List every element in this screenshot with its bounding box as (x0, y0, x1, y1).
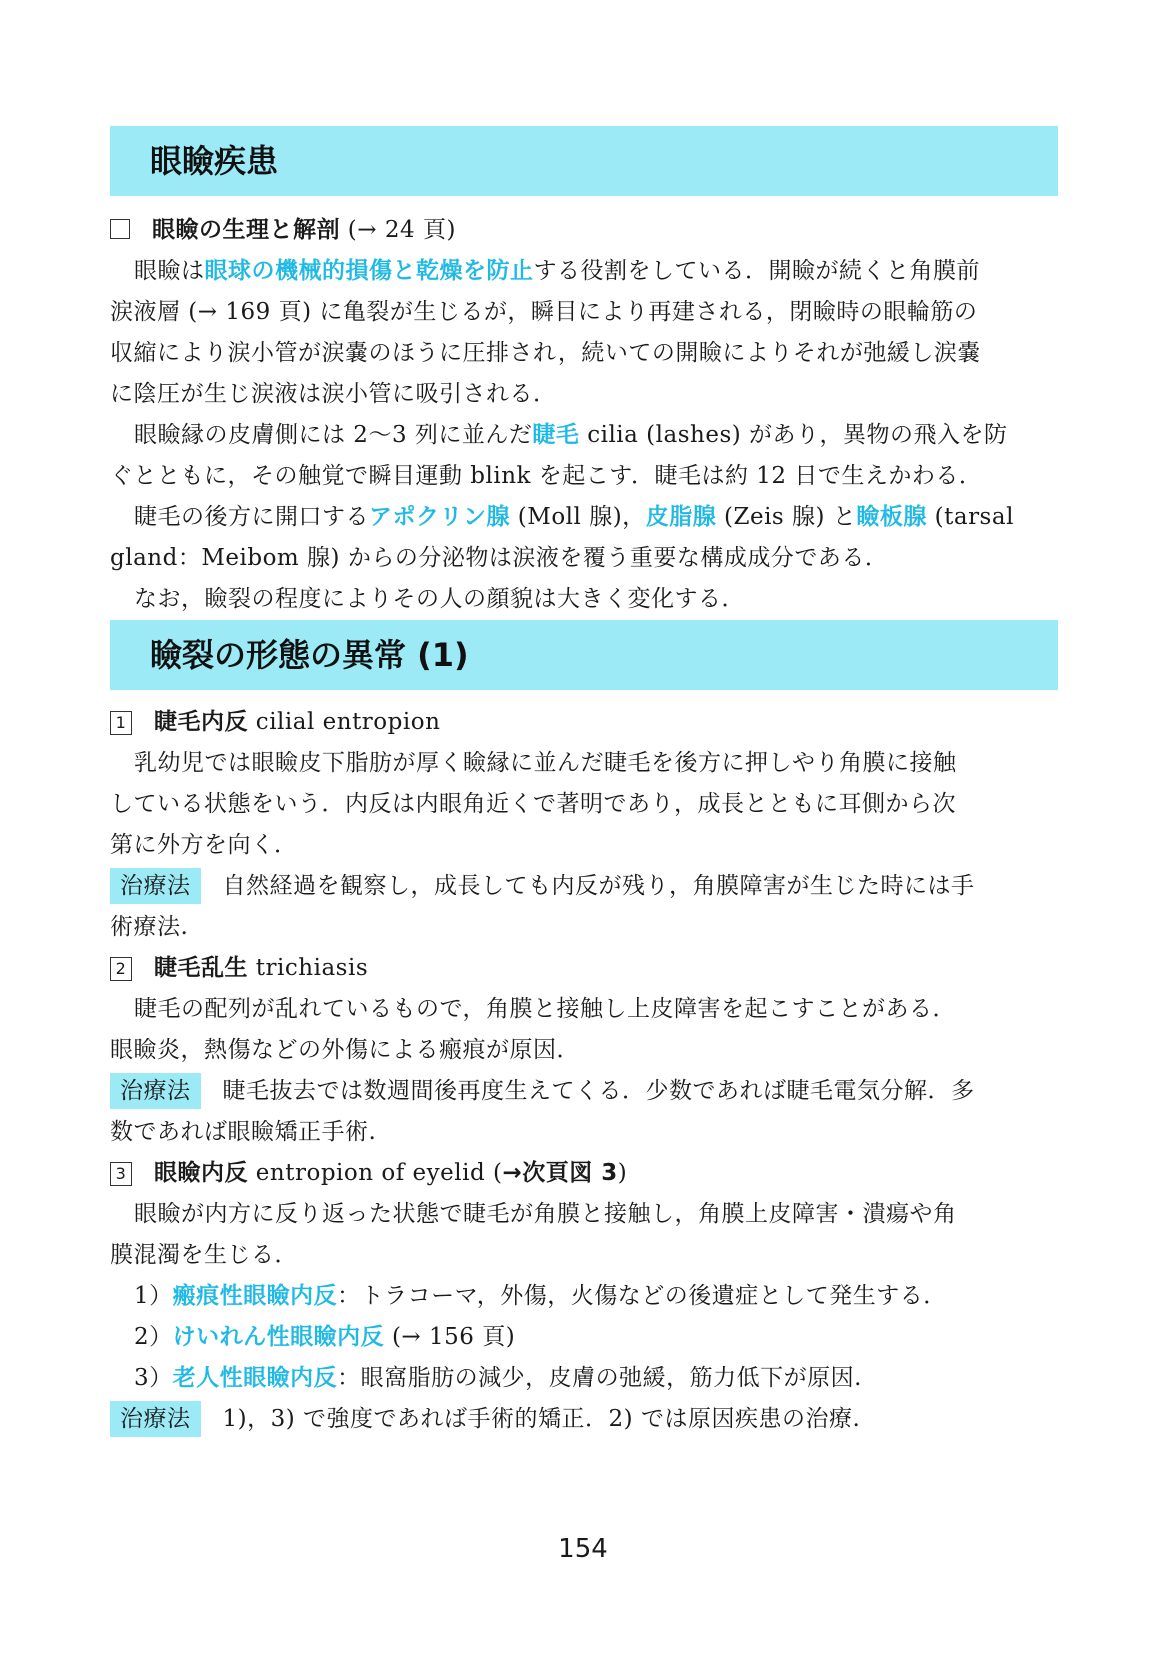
subitem-line: 1）瘢痕性眼瞼内反：トラコーマ，外傷，火傷などの後遺症として発生する． (134, 1283, 947, 1309)
subitem-line: 3）老人性眼瞼内反：眼窩脂肪の減少，皮膚の弛緩，筋力低下が原因. (134, 1365, 862, 1391)
highlight-term: 皮脂腺 (645, 504, 717, 530)
paragraph-line: 眼瞼縁の皮膚側には 2〜3 列に並んだ睫毛 cilia (lashes) があり，異物の飛入を防 (134, 422, 1008, 448)
highlight-term: けいれん性眼瞼内反 (172, 1324, 385, 1350)
section-banner-palpebral-fissure (110, 620, 1058, 690)
item-number: 2 (110, 957, 132, 981)
paragraph-line: 眼瞼が内方に反り返った状態で睫毛が角膜と接触し，角膜上皮障害・潰瘍や角 (134, 1201, 957, 1227)
paragraph-line: ぐとともに，その触覚で瞬目運動 blink を起こす．睫毛は約 12 日で生えかわる． (110, 463, 983, 489)
treatment-line: 治療法 1)，3) で強度であれば手術的矯正．2) では原因疾患の治療. (110, 1401, 1058, 1437)
paragraph-line: なお，瞼裂の程度によりその人の顔貌は大きく変化する． (134, 586, 745, 612)
treatment-label: 治療法 (110, 868, 201, 904)
section-banner-eyelid-diseases (110, 126, 1058, 196)
treatment-line: 治療法 睫毛抜去では数週間後再度生えてくる．少数であれば睫毛電気分解．多 (110, 1073, 1058, 1109)
highlight-term: 老人性眼瞼内反 (172, 1365, 338, 1391)
paragraph-line: している状態をいう．内反は内眼角近くで著明であり，成長とともに耳側から次 (110, 791, 956, 817)
checkbox-icon (110, 219, 130, 239)
highlight-term: 瞼板腺 (856, 504, 927, 530)
highlight-term: 瘢痕性眼瞼内反 (172, 1283, 338, 1309)
item-heading-trichiasis: 2 睫毛乱生 trichiasis (110, 950, 1058, 986)
treatment-line: 術療法. (110, 914, 189, 940)
paragraph-line: 乳幼児では眼瞼皮下脂肪が厚く瞼縁に並んだ睫毛を後方に押しやり角膜に接触 (134, 750, 957, 776)
item-number: 1 (110, 711, 132, 735)
highlight-term: 眼球の機械的損傷と乾燥を防止 (204, 258, 534, 284)
paragraph-line: 第に外方を向く． (110, 832, 298, 858)
paragraph-line: 収縮により涙小管が涙嚢のほうに圧排され，続いての開瞼によりそれが弛緩し涙嚢 (110, 340, 981, 366)
treatment-label: 治療法 (110, 1401, 201, 1437)
highlight-term: 睫毛 (532, 422, 580, 448)
item-heading-cilial-entropion: 1 睫毛内反 cilial entropion (110, 704, 1058, 740)
section-title: 眼瞼疾患 (150, 142, 279, 180)
paragraph-line: 膜混濁を生じる． (110, 1242, 298, 1268)
paragraph-line: 涙液層 (→ 169 頁) に亀裂が生じるが，瞬目により再建される，閉瞼時の眼輪筋の (110, 299, 978, 325)
paragraph-line: 睫毛の配列が乱れているもので，角膜と接触し上皮障害を起こすことがある． (134, 996, 957, 1022)
treatment-line: 治療法 自然経過を観察し，成長しても内反が残り，角膜障害が生じた時には手 (110, 868, 1058, 904)
section-title: 瞼裂の形態の異常 (1) (150, 636, 469, 674)
paragraph-line: gland：Meibom 腺) からの分泌物は涙液を覆う重要な構成成分である． (110, 545, 889, 571)
item-heading-entropion: 3 眼瞼内反 entropion of eyelid (→次頁図 3) (110, 1155, 1058, 1191)
item-number: 3 (110, 1162, 132, 1186)
paragraph-line: 睫毛の後方に開口するアポクリン腺 (Moll 腺)，皮脂腺 (Zeis 腺) と瞼板腺 (tarsal (134, 504, 1014, 530)
highlight-term: アポクリン腺 (369, 504, 510, 530)
page-number: 154 (558, 1534, 608, 1564)
subheading-physiology: 眼瞼の生理と解剖 (→ 24 頁) (110, 212, 1058, 248)
paragraph-line: に陰圧が生じ涙液は涙小管に吸引される． (110, 381, 557, 407)
paragraph-line: 眼瞼炎，熱傷などの外傷による瘢痕が原因． (110, 1037, 580, 1063)
treatment-line: 数であれば眼瞼矯正手術. (110, 1119, 377, 1145)
paragraph-line: 眼瞼は眼球の機械的損傷と乾燥を防止する役割をしている．開瞼が続くと角膜前 (134, 258, 980, 284)
subitem-line: 2）けいれん性眼瞼内反 (→ 156 頁) (134, 1324, 516, 1350)
treatment-label: 治療法 (110, 1073, 201, 1109)
